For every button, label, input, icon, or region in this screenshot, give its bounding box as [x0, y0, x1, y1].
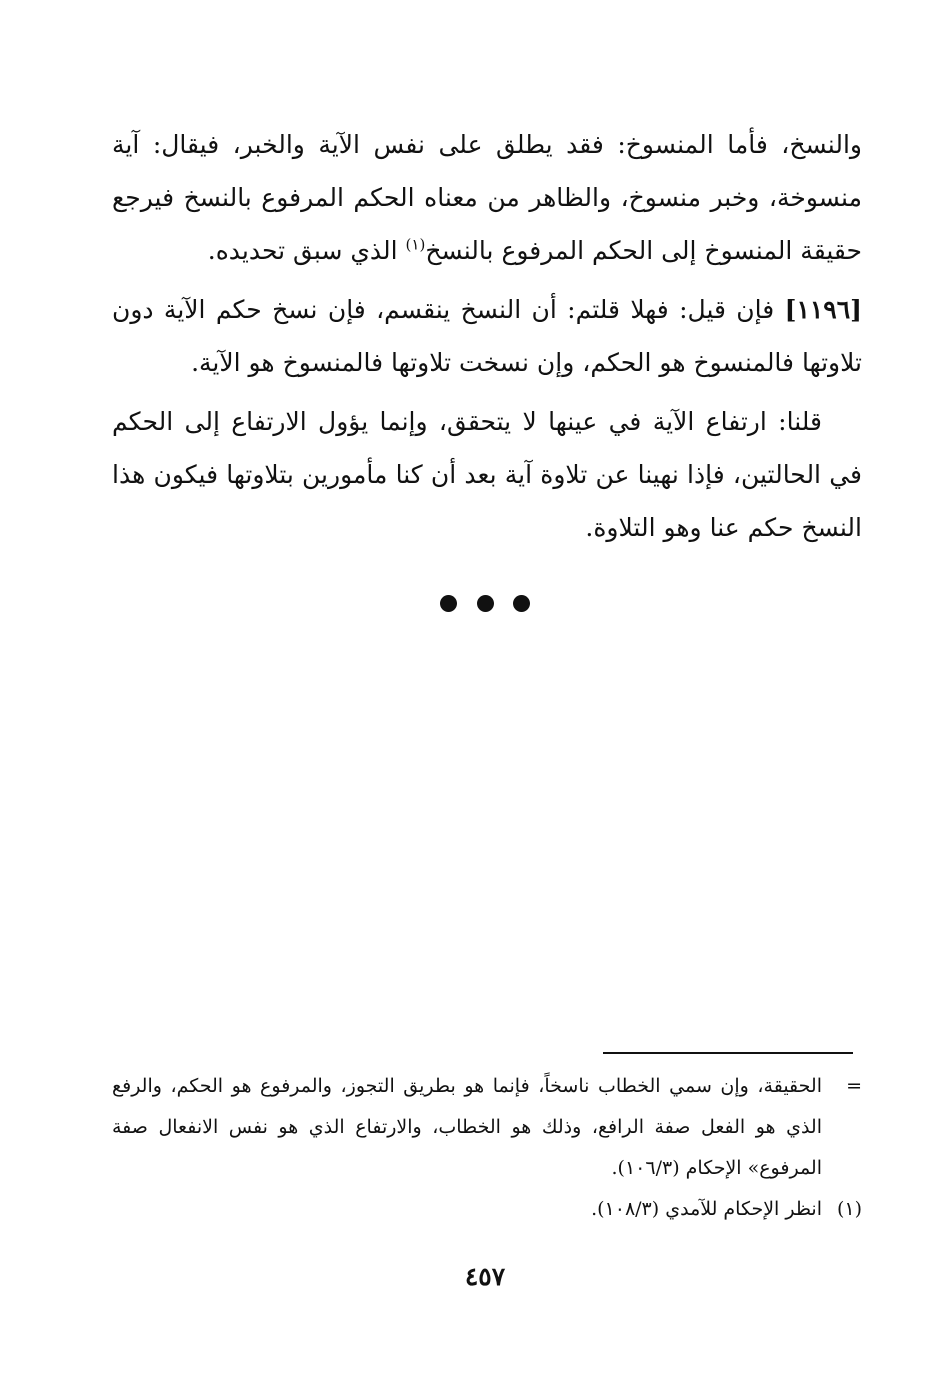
main-text	[112, 118, 862, 560]
paragraph-3	[112, 395, 862, 554]
separator-dot	[477, 595, 494, 612]
paragraph-1-text-end: الذي سبق تحديده.	[207, 236, 406, 265]
paragraph-2-text: فإن قيل: فهلا قلتم: أن النسخ ينقسم، فإن نسخ حكم الآية دون تلاوتها فالمنسوخ هو الحكم، وإن نسخت تلاوتها فالمنسوخ هو الآية.	[112, 295, 862, 377]
footnotes	[112, 1066, 862, 1230]
page-number: ٤٥٧	[464, 1262, 506, 1291]
footnote-1	[112, 1189, 862, 1230]
paragraph-3-text: قلنا: ارتفاع الآية في عينها لا يتحقق، وإنما يؤول الارتفاع إلى الحكم في الحالتين، فإذا نهينا عن تلاوة آية بعد أن كنا مأمورين بتلاوتها فيكون هذا النسخ حكم عنا وهو التلاوة.	[112, 407, 862, 542]
footnote-number: (١)	[836, 1198, 862, 1220]
continuation-mark: =	[846, 1075, 862, 1097]
separator-dot	[440, 595, 457, 612]
footnote-text: انظر الإحكام للآمدي (١٠٨/٣).	[591, 1198, 822, 1220]
footnote-continuation	[112, 1066, 862, 1189]
paragraph-number: [١١٩٦]	[784, 295, 862, 324]
paragraph-1-text: والنسخ، فأما المنسوخ: فقد يطلق على نفس الآية والخبر، فيقال: آية منسوخة، وخبر منسوخ، والظاهر من معناه الحكم المرفوع بالنسخ فيرجع حقيقة المنسوخ إلى الحكم المرفوع بالنسخ	[112, 130, 862, 265]
separator-dot	[513, 595, 530, 612]
section-separator	[440, 594, 530, 612]
paragraph-1	[112, 118, 862, 277]
paragraph-2	[112, 283, 862, 389]
footnote-reference-1[interactable]: (١)	[405, 235, 426, 254]
footnote-divider	[603, 1052, 853, 1054]
continuation-text: الحقيقة، وإن سمي الخطاب ناسخاً، فإنما هو بطريق التجوز، والمرفوع هو الحكم، والرفع الذي هو الفعل صفة الرافع، وذلك هو الخطاب، والارتفاع الذي هو نفس الانفعال صفة المرفوع» الإحكام (١٠٦/٣).	[112, 1075, 822, 1179]
